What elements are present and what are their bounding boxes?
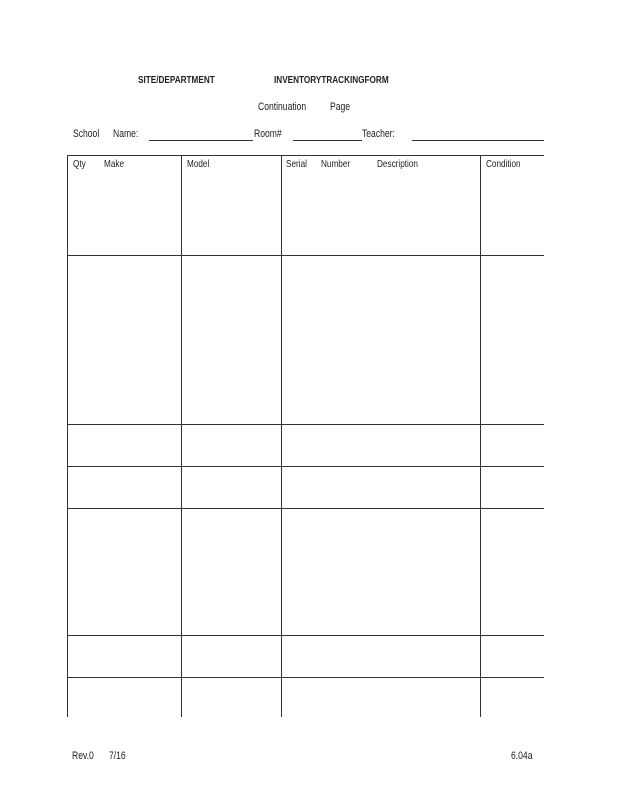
room-field-line[interactable] (293, 140, 362, 141)
column-header-number: Number (321, 158, 351, 170)
form-code: 6.04a (511, 750, 533, 762)
column-header-qty: Qty (73, 158, 86, 170)
row-divider (67, 466, 544, 467)
teacher-label: Teacher: (362, 128, 395, 140)
column-header-condition: Condition (486, 158, 521, 170)
column-divider (281, 155, 282, 717)
inventory-table (67, 155, 544, 717)
row-divider (67, 508, 544, 509)
column-header-description: Description (377, 158, 418, 170)
column-divider (480, 155, 481, 717)
column-divider (181, 155, 182, 717)
form-title: INVENTORYTRACKINGFORM (274, 74, 389, 86)
column-header-make: Make (104, 158, 125, 170)
revision-date: 7/16 (108, 750, 126, 762)
site-department-heading: SITE/DEPARTMENT (138, 74, 215, 86)
teacher-field-line[interactable] (412, 140, 544, 141)
row-divider (67, 255, 544, 256)
table-left-border (67, 155, 68, 717)
name-label: Name: (113, 128, 139, 140)
room-label: Room# (254, 128, 282, 140)
column-header-model: Model (187, 158, 210, 170)
column-header-serial: Serial (286, 158, 307, 170)
row-divider (67, 635, 544, 636)
row-divider (67, 424, 544, 425)
school-label: School (73, 128, 100, 140)
continuation-label: Continuation (258, 101, 307, 113)
revision-label: Rev.0 7/16 (72, 750, 126, 762)
table-top-border (67, 155, 544, 156)
page-label: Page (330, 101, 351, 113)
row-divider (67, 677, 544, 678)
name-field-line[interactable] (149, 140, 253, 141)
